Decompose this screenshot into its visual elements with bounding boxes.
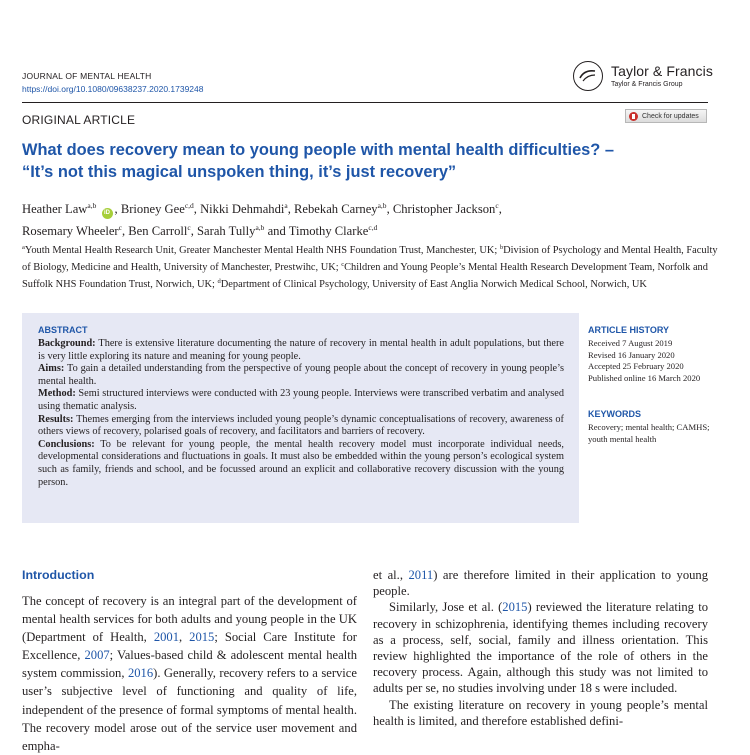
author-name[interactable]: Rosemary Wheeler bbox=[22, 224, 119, 238]
abstract-conclusions: To be relevant for young people, the mental health recovery model must incorporate individual needs, developmental considerations and fluctuations in goals. It must also be embedded within the young person’s ecological system such as family, friends and school, and be focussed around an explicit and collaborative recovery discussion with the young person. bbox=[38, 438, 564, 488]
abstract-label: Results: bbox=[38, 413, 74, 425]
author-name[interactable]: Timothy Clarke bbox=[288, 224, 369, 238]
body-text: The concept of recovery is an integral part of the development of mental health services for both adults and young people in the UK (Department of Health, bbox=[22, 594, 357, 645]
abstract-label: Background: bbox=[38, 338, 96, 349]
title-line-2: “It’s not this magical unspoken thing, it’s just recovery” bbox=[22, 163, 457, 181]
author-name[interactable]: Ben Carroll bbox=[128, 224, 188, 238]
check-for-updates-button[interactable] bbox=[625, 109, 707, 123]
publisher-group: Taylor & Francis Group bbox=[611, 81, 683, 88]
abstract-method: Semi structured interviews were conducted with 23 young people. Interviews were transcribed verbatim and analysed using thematic analysis. bbox=[38, 388, 565, 412]
article-title bbox=[22, 139, 712, 183]
author-name[interactable]: Heather Law bbox=[22, 202, 88, 216]
body-column-left bbox=[22, 592, 357, 755]
citation-link[interactable]: 2015 bbox=[189, 630, 215, 645]
abstract-label: Conclusions: bbox=[38, 438, 95, 450]
keywords-heading: KEYWORDS bbox=[588, 409, 642, 419]
author-affil-sup: c,d bbox=[368, 223, 378, 232]
author-name[interactable]: Sarah Tully bbox=[197, 224, 256, 238]
citation-link[interactable]: 2001 bbox=[153, 630, 179, 645]
author-name[interactable]: Rebekah Carney bbox=[294, 202, 378, 216]
author-affil-sup: c,d bbox=[184, 201, 194, 210]
author-affil-sup: c bbox=[495, 201, 499, 210]
header-divider bbox=[22, 102, 708, 103]
affiliation-b: Division of Psychology and Mental Health, Faculty of Biology, Medicine and Health, University of Manchester, Prestwihc, UK; bbox=[22, 245, 718, 274]
journal-name: JOURNAL OF MENTAL HEALTH bbox=[22, 71, 152, 81]
abstract-label: Aims: bbox=[38, 363, 65, 375]
history-revised: Revised 16 January 2020 bbox=[588, 349, 675, 360]
check-for-updates-label: Check for updates bbox=[642, 112, 699, 120]
body-text: ). Generally, recovery refers to a service user’s subjective level of functioning and quality of life, independent of the presence of formal symptoms of mental health. The recovery model arose out of the service user movement and empha- bbox=[22, 666, 357, 753]
affiliation-d: Department of Clinical Psychology, University of East Anglia Norwich Medical School, Norwich, UK bbox=[220, 279, 647, 291]
publisher-name: Taylor & Francis bbox=[611, 63, 713, 79]
author-affil-sup: c bbox=[118, 223, 122, 232]
orcid-icon[interactable]: iD bbox=[102, 208, 113, 219]
author-affil-sup: c bbox=[187, 223, 191, 232]
update-badge-icon bbox=[629, 112, 638, 121]
citation-link[interactable]: 2016 bbox=[127, 666, 154, 681]
publisher-logo-icon bbox=[573, 61, 603, 91]
citation-link[interactable]: 2015 bbox=[502, 600, 528, 615]
body-text: Similarly, Jose et al. ( bbox=[389, 600, 503, 615]
article-type: ORIGINAL ARTICLE bbox=[22, 113, 136, 127]
doi-link[interactable]: https://doi.org/10.1080/09638237.2020.1739248 bbox=[22, 84, 204, 94]
article-history bbox=[588, 338, 718, 385]
abstract-background: There is extensive literature documenting the nature of recovery in mental health in adult populations, but there is very little exploring its nature and meaning for young people. bbox=[38, 338, 564, 362]
abstract-results: Themes emerging from the interviews included young people’s dynamic conceptualisations of recovery, awareness of others views of recovery, polarised goals of recovery, and facilitators and barriers of recovery. bbox=[38, 413, 564, 438]
paragraph bbox=[373, 567, 708, 599]
abstract-heading: ABSTRACT bbox=[38, 325, 88, 335]
history-accepted: Accepted 25 February 2020 bbox=[588, 361, 684, 372]
author-affil-sup: a,b bbox=[87, 201, 97, 210]
history-published: Published online 16 March 2020 bbox=[588, 373, 701, 384]
section-heading-introduction: Introduction bbox=[22, 568, 95, 582]
paragraph bbox=[373, 599, 708, 696]
author-affil-sup: a,b bbox=[377, 201, 387, 210]
abstract-text bbox=[38, 338, 564, 489]
affiliation-a: Youth Mental Health Research Unit, Greater Manchester Mental Health NHS Foundation Trust, Manchester, UK; bbox=[24, 245, 498, 256]
affiliation-c: Children and Young People’s Mental Health Research Development Team, Norfolk and Suffolk NHS Foundation Trust, Norwich, UK; bbox=[22, 262, 708, 291]
title-line-1: What does recovery mean to young people with mental health difficulties? – bbox=[22, 141, 614, 159]
paragraph: The existing literature on recovery in young people’s mental health is limited, and therefore established defini- bbox=[373, 697, 708, 728]
author-affil-sup: a,b bbox=[255, 223, 265, 232]
author-name[interactable]: Christopher Jackson bbox=[392, 202, 496, 216]
citation-link[interactable]: 2007 bbox=[84, 648, 110, 663]
abstract-label: Method: bbox=[38, 388, 76, 400]
affiliations: $^a$Youth Mental Health Research Unit, Greater Manchester Mental Health NHS Foundation Trust, Manchester, UK; $^b$Division of Psychology and Mental Health, Faculty of Biology, Medicine and Health, University of Manchester, Prestwihc, UK; $^c$Children and Young People’s Mental Health Research Development Team, Norfolk and Suffolk NHS Foundation Trust, Norwich, UK; $^d$Department of Clinical Psychology, University of East Anglia Norwich Medical School, Norwich, UK bbox=[22, 244, 718, 291]
author-conjunction: and bbox=[267, 224, 286, 238]
author-list: Heather Law$^{a,b}$ iD , Brioney Gee$^{c,d}$, Nikki Dehmahdi$^a$, Rebekah Carney$^{a,b}$, Christopher Jackson$^c$, Rosemary Wheeler$^c$, Ben Carroll$^c$, Sarah Tully$^{a,b}$ and Timothy Clarke$^{c,d}$ bbox=[22, 201, 502, 238]
citation-link[interactable]: 2011 bbox=[408, 568, 434, 582]
body-column-right bbox=[373, 567, 708, 729]
body-text: et al., bbox=[373, 568, 409, 582]
body-text: ) reviewed the literature relating to recovery in schizophrenia, identifying themes including recovery as a process, self, social, family and illness orientation. This review highlighted the importance of the role of others in the recovery process. Again, although this study was not limited to adults per se, no studies involving under 18 s were included. bbox=[373, 600, 708, 696]
article-history-heading: ARTICLE HISTORY bbox=[588, 325, 670, 335]
body-text: , bbox=[179, 630, 190, 645]
history-received: Received 7 August 2019 bbox=[588, 338, 673, 348]
author-name[interactable]: Brioney Gee bbox=[120, 202, 185, 216]
body-text: ) are therefore limited in their application to young people. bbox=[373, 568, 709, 599]
body-text: ; Values-based child & adolescent mental health system commission, bbox=[22, 648, 357, 681]
abstract-aims: To gain a detailed understanding from the perspective of young people about the concept of recovery in young people’s mental health. bbox=[38, 363, 564, 387]
author-name[interactable]: Nikki Dehmahdi bbox=[200, 202, 285, 216]
paragraph bbox=[22, 592, 357, 755]
keywords-text: Recovery; mental health; CAMHS; youth mental health bbox=[588, 422, 710, 444]
author-affil-sup: a bbox=[284, 201, 288, 210]
body-text: ; Social Care Institute for Excellence, bbox=[22, 630, 357, 663]
